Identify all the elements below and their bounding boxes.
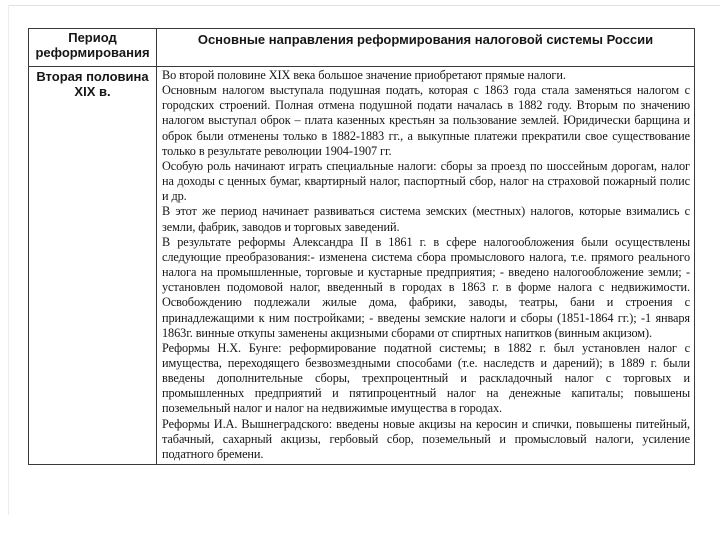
tax-reform-table <box>28 28 695 465</box>
scan-edge-left <box>8 5 9 515</box>
paragraph-direct-taxes: Во второй половине XIX века большое значение приобретают прямые налоги. <box>162 68 566 82</box>
header-period: Период реформирования <box>29 29 157 67</box>
paragraph-special-taxes: Особую роль начинают играть специальные налоги: сборы за проезд по шоссейным дорогам, налог на доходы с ценных бумаг, квартирный налог, паспортный сбор, налог на страховой пожарный полис и др. <box>162 158 690 204</box>
paragraph-alexander-reform: В результате реформы Александра II в 1861 г. в сфере налогообложения были осуществлены следующие преобразования:- изменена система сбора промыслового налога, т.е. прямого реального налога на промышленные, торговые и кустарные предприятия; - введено налогообложение земли; - установлен подомовой налог, введенный в городах в 1863 г. в форме налога с недвижимости. Освобождению подлежали жилые дома, фабрики, заводы, театры, бани и строения с принадлежащими к ним постройками; - введены земские налоги и сборы (1851-1864 гг.); -1 января 1863г. винные откупы заменены акцизными сборами от спиртных напитков (винным акцизом). <box>162 234 690 340</box>
period-cell: Вторая половина XIX в. <box>29 67 157 465</box>
paragraph-bunge-reforms: Реформы Н.Х. Бунге: реформирование податной системы; в 1882 г. был установлен налог с имущества, переходящего безвозмездными способами (т.е. наследств и дарений); в 1889 г. были введены дополнительные сборы, трехпроцентный и раскладочный налог с торговых и промышленных предприятий и пятипроцентный налог на денежные капиталы; повышены поземельный налог и налог на недвижимые имущества в городах. <box>162 340 690 416</box>
content-cell <box>157 67 695 465</box>
scan-edge-top <box>8 5 720 6</box>
table-row <box>29 67 695 465</box>
paragraph-zemstvo-taxes: В этот же период начинает развиваться система земских (местных) налогов, которые взимались с земли, фабрик, заводов и торговых заведений. <box>162 204 690 234</box>
table-header-row <box>29 29 695 67</box>
paragraph-vyshnegradsky-reforms: Реформы И.А. Вышнеградского: введены новые акцизы на керосин и спички, повышены питейный, табачный, сахарный акцизы, гербовый сбор, поземельный и промысловый налоги, усиление податного бремени. <box>162 416 690 461</box>
paragraph-poll-tax: Основным налогом выступала подушная подать, которая с 1863 года стала заменяться налогом с городских строений. Полная отмена подушной подати началась в 1882 году. Вторым по значению налогом выступал оброк – плата казенных крестьян за пользование землей. Юридически барщина и оброк были отменены только в 1882-1883 гг., а выкупные платежи прекратили свое существование только в результате революции 1904-1907 гг. <box>162 83 690 158</box>
header-directions: Основные направления реформирования налоговой системы России <box>157 29 695 67</box>
